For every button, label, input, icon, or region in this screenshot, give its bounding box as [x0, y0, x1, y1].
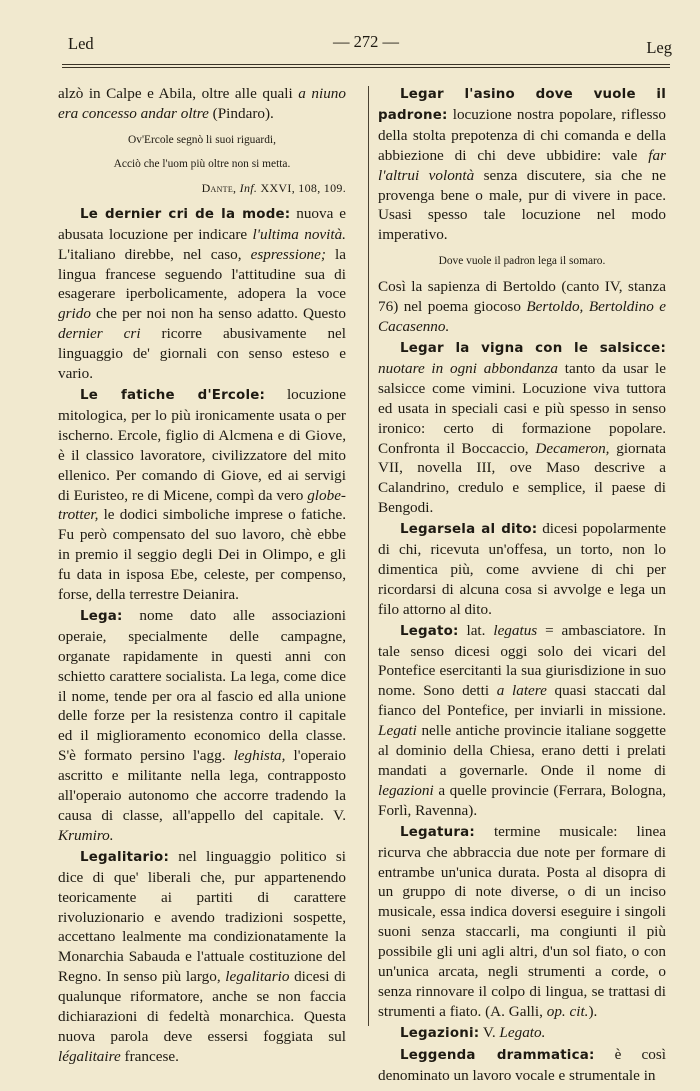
entry-legazioni: Legazioni: V. Legato. [400, 1023, 546, 1041]
entry-headword: Le dernier cri de la mode: [80, 206, 291, 222]
entry-continuation: alzò in Calpe e Abila, oltre alle quali a niuno era concesso andar oltre (Pindaro). [58, 85, 346, 122]
entry-headword: Legar l'asino dove vuole il padrone: [378, 87, 666, 123]
header-right-guide-word: Leg [646, 38, 672, 57]
entry-headword: Legar la vigna con le salsicce: [400, 340, 666, 356]
right-column [378, 84, 666, 1087]
entry-legato: Legato: lat. legatus = ambasciatore. In tale senso dicesi oggi solo dei vicari del Pontefice esercitanti la sua giurisdizione in suo nome. Sono detti a latere quasi staccati dal fianco del Pontefice, per inviarli in missione. Legati nelle antiche provincie italiane soggette al dominio della Chiesa, erano detti i prelati mandati a governarle. Onde il nome di legazioni a quelle provincie (Ferrara, Bologna, Forlì, Ravenna). [378, 621, 666, 819]
entry-headword: Leggenda drammatica: [400, 1047, 595, 1063]
quote-line: Acciò che l'uom più oltre non si metta. [113, 157, 291, 170]
entry-headword: Legatura: [400, 824, 475, 840]
entry-lega: Lega: nome dato alle associazioni operaie, specialmente delle campagne, organate rapidamente in questi anni con schietto carattere socialista. La lega, come dice il nome, tende per ora al fascio ed alla unione delle forze per la resistenza contro il capitale ed il miglioramento economico della classe. S'è formato persino l'agg. leghista, l'operaio ascritto e militante nella lega, contrapposto all'operaio autonomo che accorre tradendo la causa di classe, all'appello del capitale. V. Krumiro. [58, 606, 346, 844]
entry-headword: Le fatiche d'Ercole: [80, 387, 266, 403]
entry-headword: Legalitario: [80, 849, 170, 865]
page-number: — 272 — [333, 32, 399, 51]
entry-legatura: Legatura: termine musicale: linea ricurva che abbraccia due note per formare di entrambe un'unica durata. Posta al disopra di un gruppo di note diverse, o di un inciso musicale, essa indica doversi eseguire i singoli suoni senza staccarli, ma congiunti il più possibile gli uni agli altri, d'un sol fiato, o con un'unica arcata, negli strumenti a corde, o senza rinnovare il colpo di lingua, se trattasi di strumenti a fiato. (A. Galli, op. cit.). [378, 822, 666, 1020]
entry-legalitario: Legalitario: nel linguaggio politico si dice di que' liberali che, pur appartenendo teoricamente ai partiti di carattere rivoluzionario e avendo tradizioni sospette, accettano lealmente ma condizionatamente la Monarchia Sabauda e l'attuale costituzione del Regno. In senso più largo, legalitario dicesi di qualunque riformatore, anche se non faccia dichiarazioni di fedeltà monarchica. Questa nuova parola deve essersi foggiata sul légalitaire francese. [58, 847, 346, 1065]
column-divider [368, 86, 369, 1026]
header-left-guide-word: Led [68, 34, 94, 53]
entry-headword: Lega: [80, 608, 123, 624]
verse-quotation [58, 132, 346, 196]
entry-headword: Legato: [400, 623, 459, 639]
entry-legar-la-vigna: Legar la vigna con le salsicce: nuotare in ogni abbondanza tanto da usar le salsicce come vimini. Locuzione viva tuttora ed usata in speciali casi e più spesso in senso ironico: certo di formazione popolare. Confronta il Boccaccio, Decameron, giornata VII, novella III, ove Maso descrive a Calandrino, credulo e semplice, il paese di Bengodi. [378, 340, 666, 517]
entry-le-dernier-cri: Le dernier cri de la mode: nuova e abusata locuzione per indicare l'ultima novità. L'italiano direbbe, nel caso, espressione; la lingua francese seguendo l'attitudine sua di esagerare iperbolicamente, adopera la voce grido che per noi non ha senso adatto. Questo dernier cri ricorre abusivamente nel linguaggio de' giornali con senso esteso e vario. [58, 204, 346, 383]
entry-headword: Legazioni: [400, 1025, 480, 1041]
entry-continuation: Così la sapienza di Bertoldo (canto IV, stanza 76) nel poema giocoso Bertoldo, Bertoldino e Cacasenno. [378, 278, 666, 336]
quote-source: Dante, Inf. XXVI, 108, 109. [201, 180, 346, 195]
entry-legarsela-al-dito: Legarsela al dito: dicesi popolarmente di chi, ricevuta un'offesa, un torto, non lo dimentica più, come avviene di chi per ricordarsi di alcuna cosa si avvolge e lega un filo attorno al dito. [378, 520, 666, 618]
header-double-rule [62, 64, 670, 68]
entry-le-fatiche-d-ercole: Le fatiche d'Ercole: locuzione mitologica, per lo più ironicamente usata o per ischerno. Ercole, figlio di Alcmena e di Giove, è il classico lavoratore, civilizzatore del mito ellenico. Per comando di Giove, ed ai servigi di Euristeo, re di Micene, compì da vero globe-trotter, le dodici simboliche imprese o fatiche. Fu però compensato del suo lavoro, chè ebbe in premio il seggio degli Dei in Olimpo, e gli fu data in isposa Ebe, celeste, per compenso, forse, della terrestre Deianira. [58, 385, 346, 604]
proverb-quotation: Dove vuole il padron lega il somaro. [438, 255, 606, 268]
entry-headword: Legarsela al dito: [400, 522, 538, 538]
quote-line: Ov'Ercole segnò li suoi riguardi, [128, 133, 276, 146]
running-head [60, 30, 672, 58]
entry-leggenda-drammatica: Leggenda drammatica: è così denominato un lavoro vocale e strumentale in [378, 1045, 666, 1084]
entry-legar-l-asino: Legar l'asino dove vuole il padrone: locuzione nostra popolare, riflesso della stolta prepotenza di chi comanda e della abbiezione di chi deve ubbidire: vale far l'altrui volontà senza discutere, sia che ne provenga bene o male, pur di vivere in pace. Usasi spesso tale locuzione nel modo imperativo. [378, 87, 667, 244]
left-column [58, 84, 346, 1068]
